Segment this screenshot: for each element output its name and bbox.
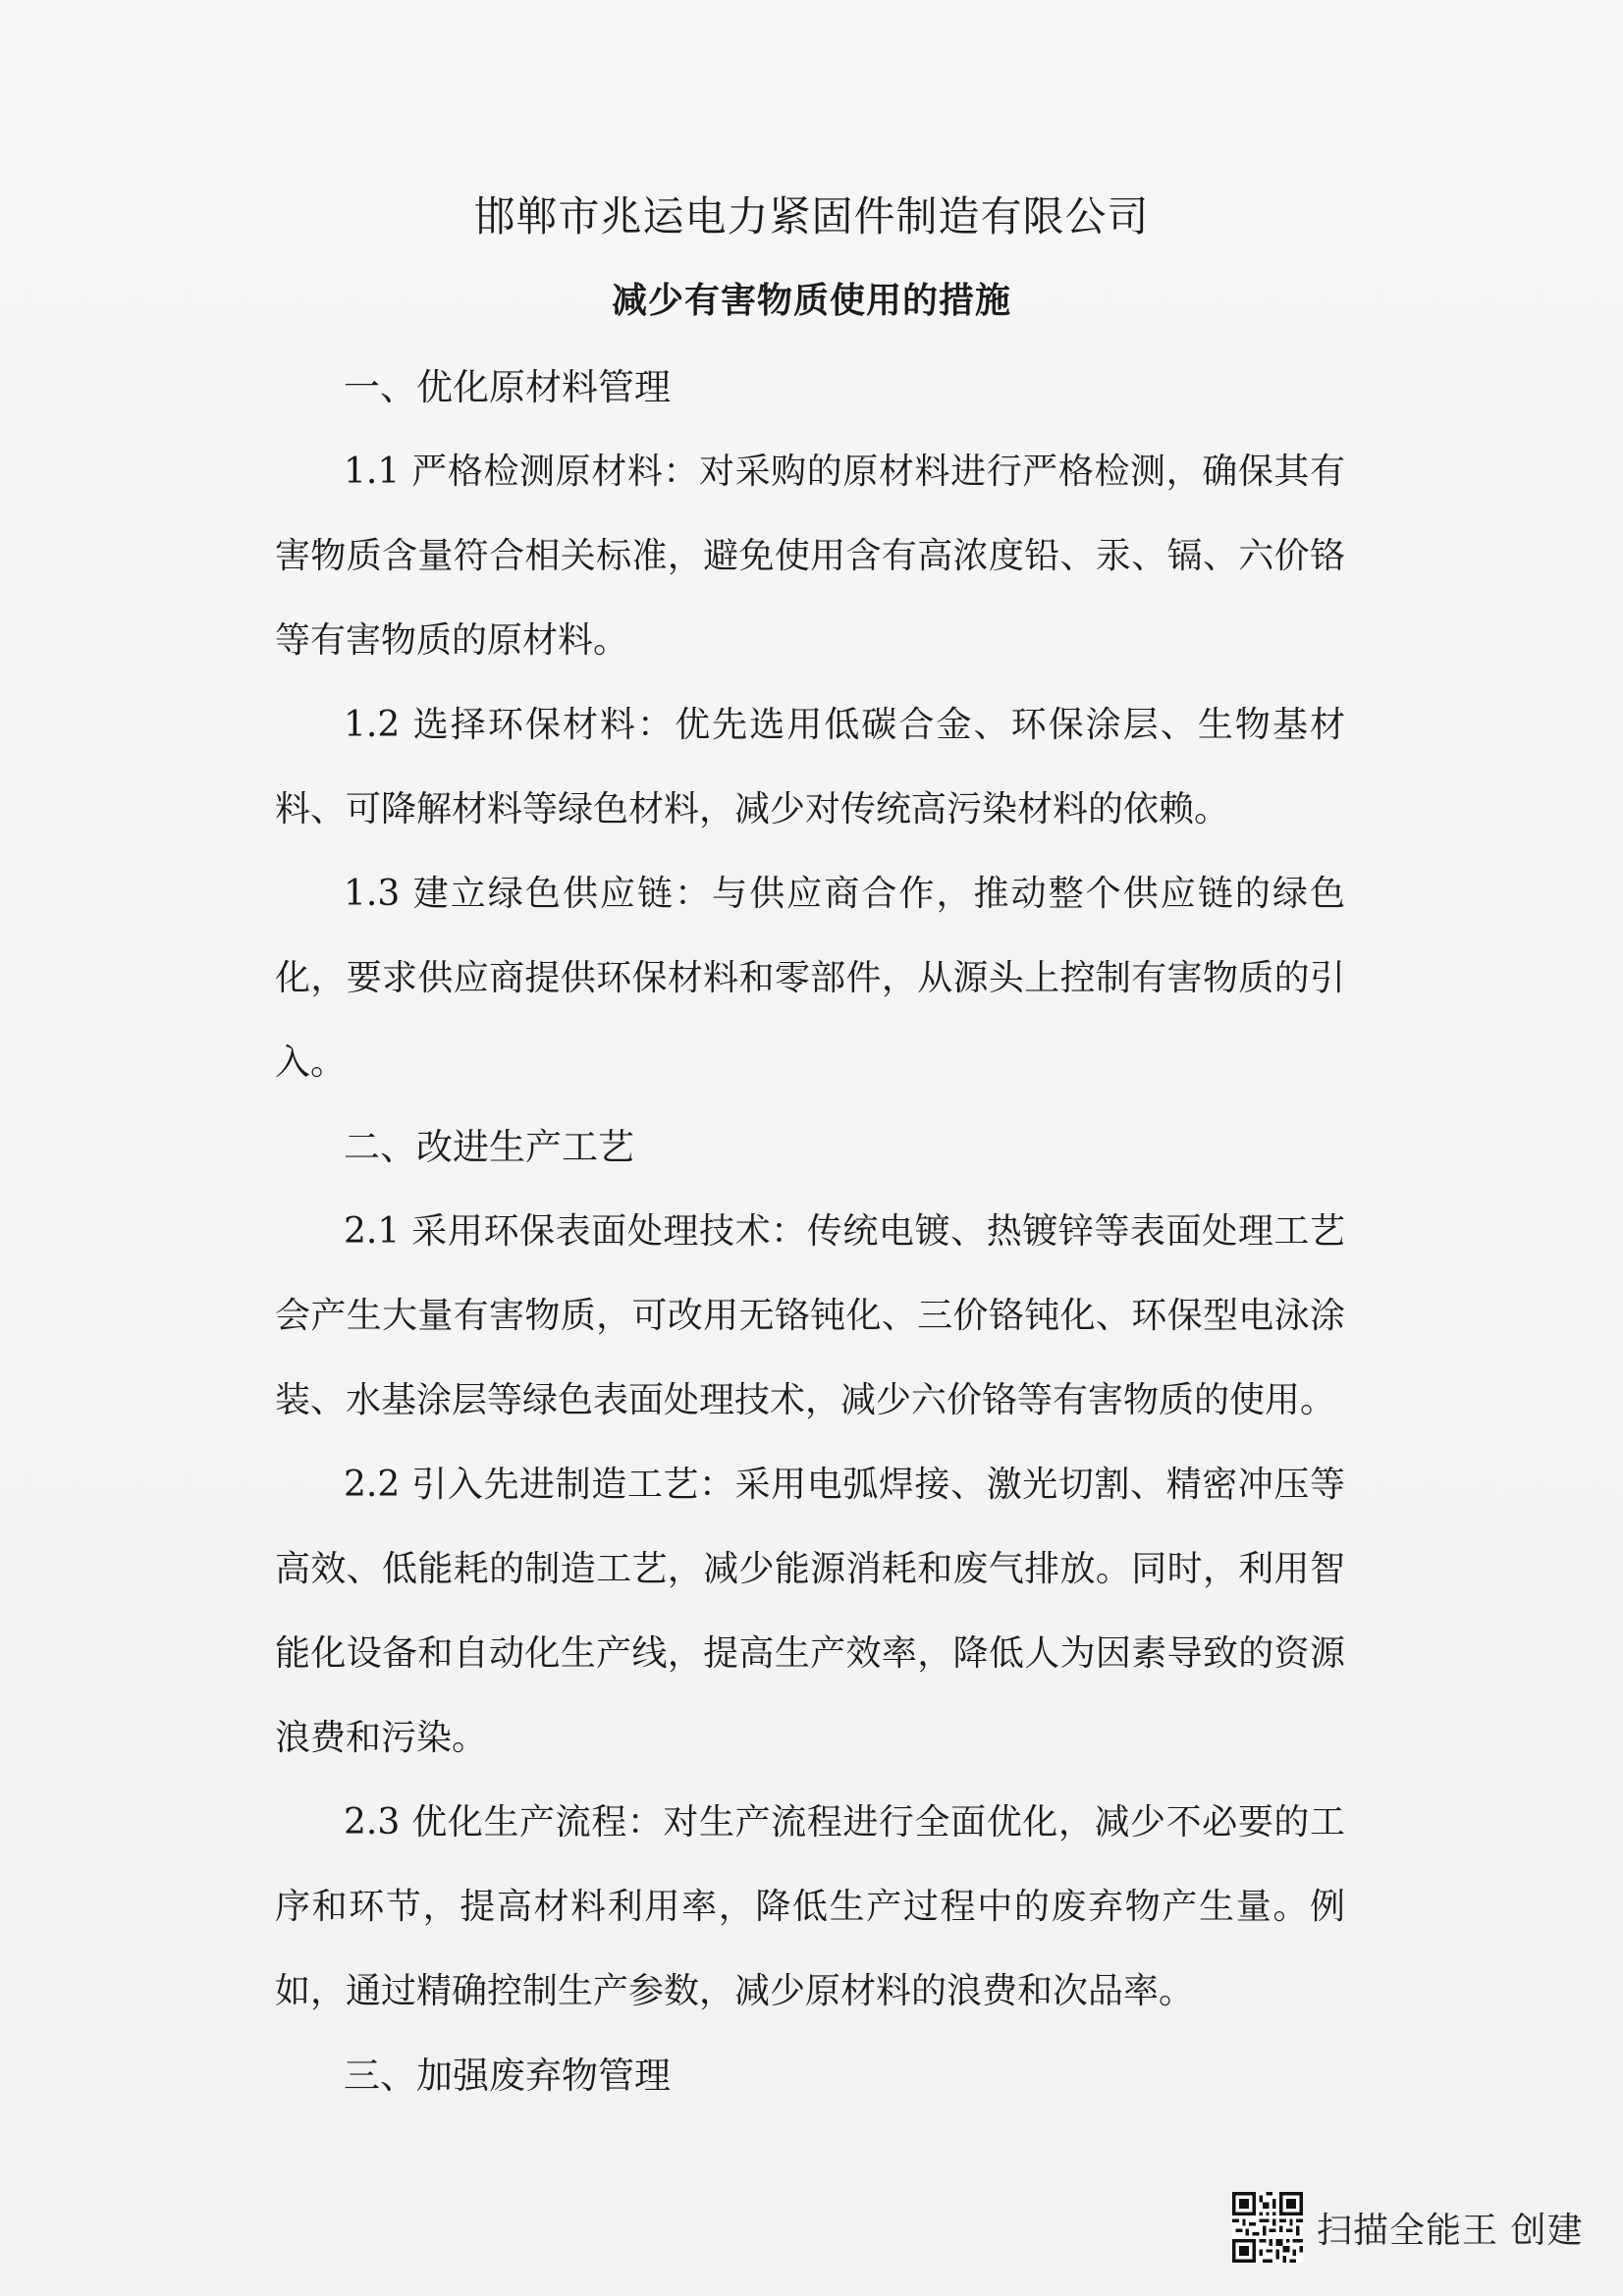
- document-title: 减少有害物质使用的措施: [611, 280, 1011, 321]
- paragraph-1-3: 1.3 建立绿色供应链：与供应商合作，推动整个供应链的绿色化，要求供应商提供环保材料和零部件，从源头上控制有害物质的引入。: [275, 874, 1345, 1083]
- qr-code-icon: [1232, 2192, 1303, 2263]
- paragraph-1-2: 1.2 选择环保材料：优先选用低碳合金、环保涂层、生物基材料、可降解材料等绿色材料，减少对传统高污染材料的依赖。: [275, 705, 1345, 829]
- section-heading-2: 二、改进生产工艺: [344, 1126, 634, 1168]
- section-heading-1: 一、优化原材料管理: [344, 366, 671, 408]
- paragraph-1-1: 1.1 严格检测原材料：对采购的原材料进行严格检测，确保其有害物质含量符合相关标准，避免使用含有高浓度铅、汞、镉、六价铬等有害物质的原材料。: [275, 452, 1345, 661]
- section-heading-3: 三、加强废弃物管理: [344, 2055, 671, 2097]
- company-name: 邯郸市兆运电力紧固件制造有限公司: [473, 192, 1150, 240]
- paragraph-2-3: 2.3 优化生产流程：对生产流程进行全面优化，减少不必要的工序和环节，提高材料利用率，降低生产过程中的废弃物产生量。例如，通过精确控制生产参数，减少原材料的浪费和次品率。: [275, 1802, 1345, 2011]
- document-body: [275, 346, 1345, 2118]
- paragraph-2-2: 2.2 引入先进制造工艺：采用电弧焊接、激光切割、精密冲压等高效、低能耗的制造工艺，减少能源消耗和废气排放。同时，利用智能化设备和自动化生产线，提高生产效率，降低人为因素导致的资源浪费和污染。: [275, 1465, 1345, 1758]
- paragraph-2-1: 2.1 采用环保表面处理技术：传统电镀、热镀锌等表面处理工艺会产生大量有害物质，可改用无铬钝化、三价铬钝化、环保型电泳涂装、水基涂层等绿色表面处理技术，减少六价铬等有害物质的使用。: [275, 1211, 1345, 1420]
- scanner-label: 扫描全能王 创建: [1317, 2210, 1584, 2251]
- scanner-watermark: [1232, 2192, 1583, 2263]
